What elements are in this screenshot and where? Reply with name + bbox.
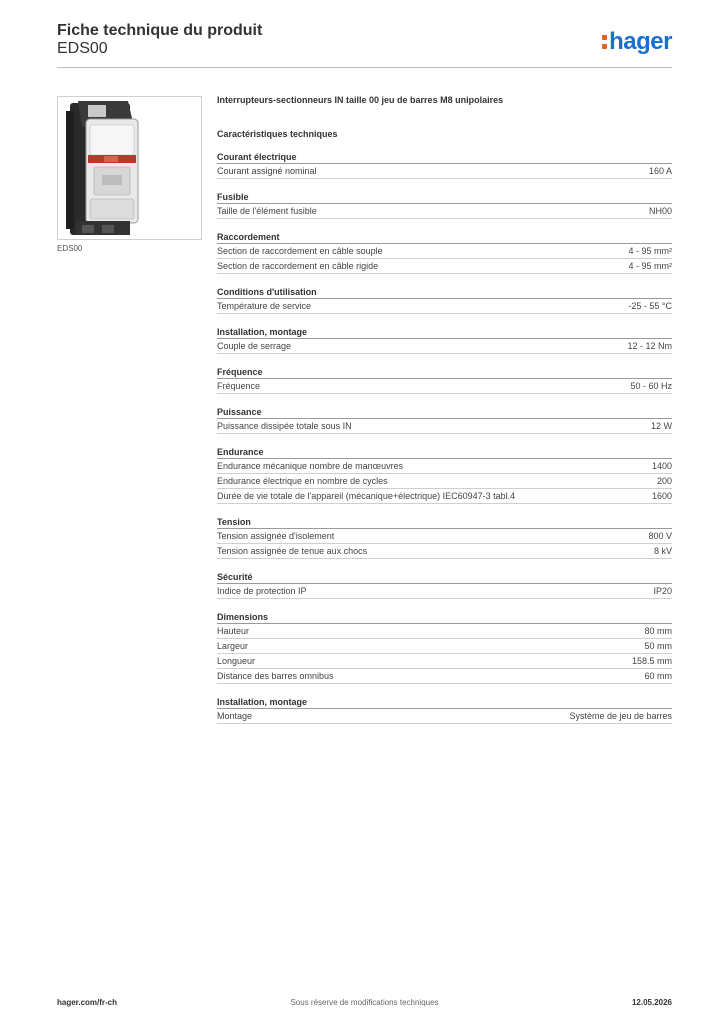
footer-website-link[interactable]: hager.com/fr-ch — [57, 998, 118, 1007]
spec-value: 800 V — [648, 531, 672, 541]
product-image — [57, 96, 202, 240]
spec-value: 8 kV — [653, 546, 672, 556]
product-reference: EDS00 — [57, 40, 108, 57]
spec-row — [217, 164, 672, 179]
spec-label: Distance des barres omnibus — [217, 671, 334, 681]
spec-group — [217, 191, 672, 219]
spec-group — [217, 516, 672, 559]
spec-label: Section de raccordement en câble rigide — [217, 261, 379, 271]
spec-row — [217, 204, 672, 219]
spec-value: 4 - 95 mm² — [628, 261, 672, 271]
spec-label: Section de raccordement en câble souple — [217, 246, 383, 256]
spec-value: 1600 — [651, 491, 672, 501]
specs-content — [217, 95, 672, 724]
spec-group-title: Installation, montage — [217, 326, 672, 339]
spec-row — [217, 419, 672, 434]
spec-group-title: Sécurité — [217, 571, 672, 584]
spec-value: -25 - 55 °C — [628, 301, 672, 311]
spec-label: Taille de l'élément fusible — [217, 206, 317, 216]
spec-group — [217, 571, 672, 599]
spec-value: 1400 — [651, 461, 672, 471]
spec-row — [217, 474, 672, 489]
image-caption: EDS00 — [57, 244, 83, 253]
spec-row — [217, 299, 672, 314]
footer-notice: Sous réserve de modifications techniques — [290, 998, 439, 1007]
spec-label: Longueur — [217, 656, 256, 666]
spec-value: NH00 — [648, 206, 672, 216]
header-divider — [57, 67, 672, 68]
spec-group — [217, 151, 672, 179]
spec-group-title: Fusible — [217, 191, 672, 204]
spec-value: 80 mm — [644, 626, 672, 636]
spec-row — [217, 624, 672, 639]
spec-group-title: Courant électrique — [217, 151, 672, 164]
spec-row — [217, 639, 672, 654]
spec-row — [217, 244, 672, 259]
spec-group — [217, 286, 672, 314]
spec-label: Tension assignée d'isolement — [217, 531, 335, 541]
spec-group-title: Puissance — [217, 406, 672, 419]
spec-label: Indice de protection IP — [217, 586, 307, 596]
spec-label: Puissance dissipée totale sous IN — [217, 421, 352, 431]
logo-text: hager — [609, 28, 672, 55]
spec-value: 50 mm — [644, 641, 672, 651]
logo-colon-icon — [601, 32, 609, 50]
spec-row — [217, 459, 672, 474]
spec-group-title: Tension — [217, 516, 672, 529]
spec-group-title: Fréquence — [217, 366, 672, 379]
hager-logo — [601, 28, 672, 56]
spec-group-title: Dimensions — [217, 611, 672, 624]
spec-label: Largeur — [217, 641, 249, 651]
spec-value: 60 mm — [644, 671, 672, 681]
spec-row — [217, 529, 672, 544]
spec-group-title: Raccordement — [217, 231, 672, 244]
spec-group — [217, 611, 672, 684]
spec-label: Fréquence — [217, 381, 261, 391]
spec-group-title: Installation, montage — [217, 696, 672, 709]
spec-value: 4 - 95 mm² — [628, 246, 672, 256]
fuse-switch-disconnector-icon — [58, 97, 201, 239]
page-footer — [57, 998, 672, 1010]
spec-group-title: Endurance — [217, 446, 672, 459]
spec-label: Température de service — [217, 301, 312, 311]
spec-row — [217, 379, 672, 394]
spec-value: 160 A — [648, 166, 672, 176]
spec-value: 12 - 12 Nm — [627, 341, 672, 351]
spec-row — [217, 584, 672, 599]
spec-group — [217, 366, 672, 394]
spec-row — [217, 489, 672, 504]
spec-value: 50 - 60 Hz — [630, 381, 672, 391]
spec-value: IP20 — [653, 586, 672, 596]
spec-row — [217, 654, 672, 669]
spec-label: Montage — [217, 711, 253, 721]
spec-row — [217, 544, 672, 559]
spec-row — [217, 669, 672, 684]
product-description: Interrupteurs-sectionneurs IN taille 00 jeu de barres M8 unipolaires — [217, 95, 504, 105]
spec-value: 158.5 mm — [631, 656, 672, 666]
page-header — [57, 20, 672, 70]
spec-group — [217, 446, 672, 504]
spec-groups — [217, 151, 672, 724]
spec-label: Hauteur — [217, 626, 250, 636]
spec-label: Courant assigné nominal — [217, 166, 317, 176]
footer-date: 12.05.2026 — [631, 998, 672, 1007]
spec-row — [217, 709, 672, 724]
spec-label: Couple de serrage — [217, 341, 292, 351]
spec-group-title: Conditions d'utilisation — [217, 286, 672, 299]
spec-group — [217, 696, 672, 724]
spec-value: 12 W — [650, 421, 672, 431]
spec-label: Durée de vie totale de l'appareil (mécanique+électrique) IEC60947-3 tabl.4 — [217, 491, 516, 501]
spec-value: 200 — [656, 476, 672, 486]
spec-label: Endurance mécanique nombre de manœuvres — [217, 461, 404, 471]
document-title: Fiche technique du produit — [57, 22, 263, 39]
spec-group — [217, 326, 672, 354]
section-title: Caractéristiques techniques — [217, 129, 338, 139]
spec-group — [217, 231, 672, 274]
spec-label: Endurance électrique en nombre de cycles — [217, 476, 388, 486]
spec-row — [217, 339, 672, 354]
spec-row — [217, 259, 672, 274]
spec-group — [217, 406, 672, 434]
spec-value: Système de jeu de barres — [569, 711, 672, 721]
spec-label: Tension assignée de tenue aux chocs — [217, 546, 368, 556]
